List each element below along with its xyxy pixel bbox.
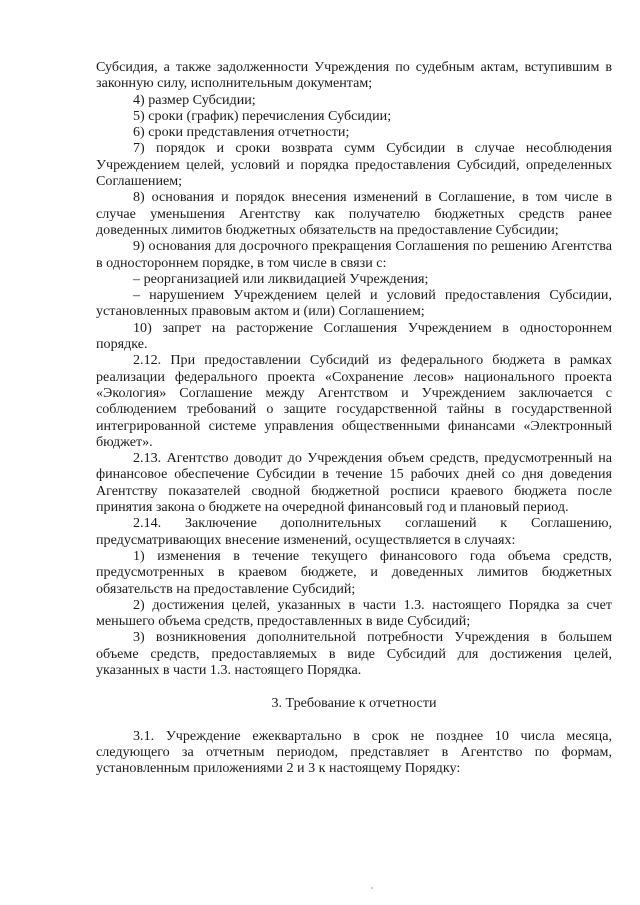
dash-item-violation: – нарушением Учреждением целей и условий предоставления Субсидии, установленных правовым актом и (или) Соглашением; bbox=[96, 287, 612, 320]
clause-2-13: 2.13. Агентство доводит до Учреждения объем средств, предусмотренный на финансовое обеспечение Субсидии в течение 15 рабочих дней со дня доведения Агентству показателей сводной бюджетной росписи краевого бюджета после принятия закона о бюджете на очередной финансовый год и плановый период. bbox=[96, 450, 612, 516]
clause-2-14-item-1: 1) изменения в течение текущего финансового года объема средств, предусмотренных в краевом бюджете, и доведенных лимитов бюджетных обязательств на предоставление Субсидий; bbox=[96, 547, 612, 597]
section-heading: 3. Требование к отчетности bbox=[271, 694, 437, 711]
list-item-6: 6) сроки представления отчетности; bbox=[133, 124, 350, 141]
page-mark bbox=[371, 887, 373, 889]
list-item-7: 7) порядок и сроки возврата сумм Субсидии в случае несоблюдения Учреждением целей, условий и порядка предоставления Субсидий, определенных Соглашением; bbox=[96, 140, 612, 190]
list-item-4: 4) размер Субсидии; bbox=[133, 91, 256, 108]
list-item-8: 8) основания и порядок внесения изменений в Соглашение, в том числе в случае уменьшения Агентству как получателю бюджетных средств ранее доведенных лимитов бюджетных обязательств на предоставление Субсидии; bbox=[96, 189, 612, 238]
document-body bbox=[96, 59, 612, 777]
dash-item-reorganization: – реорганизацией или ликвидацией Учреждения; bbox=[133, 270, 429, 287]
clause-2-12: 2.12. При предоставлении Субсидий из федерального бюджета в рамках реализации федерального проекта «Сохранение лесов» национального проекта «Экология» Соглашение между Агентством и Учреждением заключается с соблюдением требований о защите государственной тайны в государственной интегрированной системе управления общественными финансами «Электронный бюджет». bbox=[96, 352, 612, 450]
clause-2-14: 2.14. Заключение дополнительных соглашений к Соглашению, предусматривающих внесение изменений, осуществляется в случаях: bbox=[96, 515, 612, 548]
clause-2-14-item-3: 3) возникновения дополнительной потребности Учреждения в большем объеме средств, предоставляемых в виде Субсидий для достижения целей, указанных в части 1.3. настоящего Порядка. bbox=[96, 629, 612, 678]
list-item-9: 9) основания для досрочного прекращения Соглашения по решению Агентства в одностороннем порядке, в том числе в связи с: bbox=[96, 238, 612, 271]
clause-3-1: 3.1. Учреждение ежеквартально в срок не позднее 10 числа месяца, следующего за отчетным периодом, представляет в Агентство по формам, установленным приложениями 2 и 3 к настоящему Порядку: bbox=[96, 727, 612, 777]
list-item-5: 5) сроки (график) перечисления Субсидии; bbox=[133, 107, 392, 124]
paragraph-continuation: Субсидия, а также задолженности Учреждения по судебным актам, вступившим в законную силу, исполнительным документам; bbox=[96, 59, 612, 92]
clause-2-14-item-2: 2) достижения целей, указанных в части 1.3. настоящего Порядка за счет меньшего объема средств, предоставленных в виде Субсидий; bbox=[96, 596, 612, 630]
list-item-10: 10) запрет на расторжение Соглашения Учреждением в одностороннем порядке. bbox=[96, 319, 612, 353]
